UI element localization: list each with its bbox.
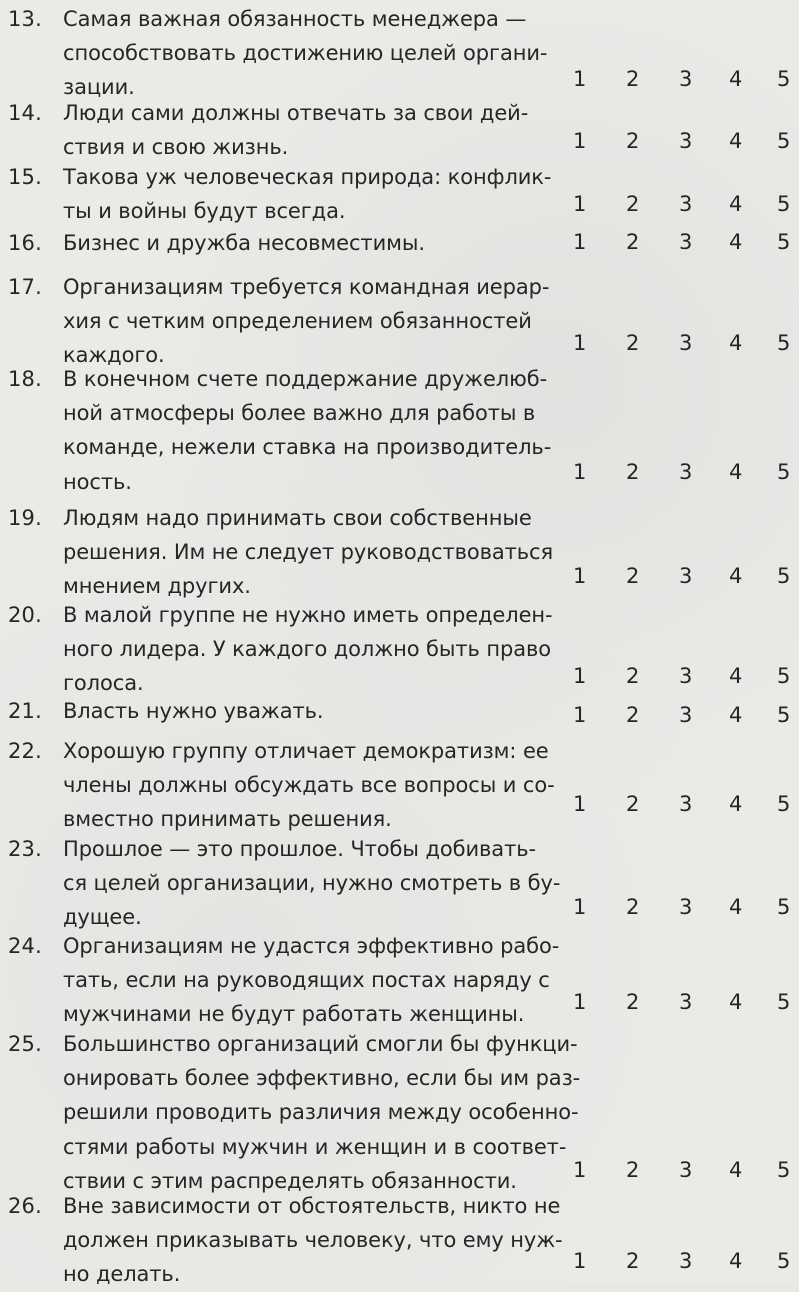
rating-option-2[interactable]: 2 bbox=[626, 460, 640, 484]
item-text-line: Прошлое — это прошлое. Чтобы добивать- bbox=[63, 837, 536, 861]
item-text-line: но делать. bbox=[63, 1262, 181, 1287]
item-text-line: Организациям требуется командная иерар- bbox=[63, 275, 550, 299]
rating-option-1[interactable]: 1 bbox=[573, 895, 587, 919]
item-number: 20. bbox=[8, 603, 42, 627]
item-text-line: Хорошую группу отличает демократизм: ее bbox=[63, 739, 549, 763]
rating-option-1[interactable]: 1 bbox=[573, 1158, 587, 1182]
rating-scale bbox=[560, 1153, 795, 1187]
item-text-line: ной атмосферы более важно для работы в bbox=[63, 401, 536, 426]
item-text bbox=[63, 598, 553, 701]
rating-scale bbox=[560, 124, 795, 158]
item-text-line: ствии с этим распределять обязанности. bbox=[63, 1168, 517, 1193]
rating-option-5[interactable]: 5 bbox=[777, 129, 791, 153]
item-text bbox=[63, 1189, 563, 1292]
item-text-line: способствовать достижению целей органи- bbox=[63, 41, 548, 66]
item-text-line: ствия и свою жизнь. bbox=[63, 135, 289, 160]
item-text-line: вместно принимать решения. bbox=[63, 807, 392, 832]
rating-option-4[interactable]: 4 bbox=[729, 1158, 743, 1182]
rating-option-4[interactable]: 4 bbox=[729, 703, 743, 727]
rating-option-4[interactable]: 4 bbox=[729, 990, 743, 1014]
item-text-line: Такова уж человеческая природа: конфлик- bbox=[63, 165, 552, 189]
item-text-line: Большинство организаций смогли бы функци- bbox=[63, 1032, 578, 1056]
item-text-line: Самая важная обязанность менеджера — bbox=[63, 7, 527, 31]
rating-option-1[interactable]: 1 bbox=[573, 564, 587, 588]
rating-option-3[interactable]: 3 bbox=[679, 564, 693, 588]
rating-scale bbox=[560, 985, 795, 1019]
item-text bbox=[63, 96, 533, 164]
rating-option-5[interactable]: 5 bbox=[777, 230, 791, 254]
rating-option-5[interactable]: 5 bbox=[777, 67, 791, 91]
rating-scale bbox=[560, 698, 795, 732]
item-number: 13. bbox=[8, 7, 42, 31]
rating-option-5[interactable]: 5 bbox=[777, 664, 791, 688]
rating-option-5[interactable]: 5 bbox=[777, 331, 791, 355]
rating-option-3[interactable]: 3 bbox=[679, 990, 693, 1014]
rating-scale bbox=[560, 455, 795, 489]
rating-option-2[interactable]: 2 bbox=[626, 1158, 640, 1182]
rating-option-2[interactable]: 2 bbox=[626, 1249, 640, 1273]
rating-option-2[interactable]: 2 bbox=[626, 230, 640, 254]
rating-option-2[interactable]: 2 bbox=[626, 129, 640, 153]
rating-option-5[interactable]: 5 bbox=[777, 792, 791, 816]
rating-option-1[interactable]: 1 bbox=[573, 129, 587, 153]
item-text-line: члены должны обсуждать все вопросы и со- bbox=[63, 773, 555, 798]
item-text-line: решили проводить различия между особенно- bbox=[63, 1100, 579, 1125]
rating-scale bbox=[560, 787, 795, 821]
item-text-line: Люди сами должны отвечать за свои дей- bbox=[63, 101, 529, 125]
item-text-line: должен приказывать человеку, что ему нуж- bbox=[63, 1228, 563, 1253]
rating-option-5[interactable]: 5 bbox=[777, 564, 791, 588]
item-number: 17. bbox=[8, 275, 42, 299]
rating-option-1[interactable]: 1 bbox=[573, 990, 587, 1014]
rating-option-3[interactable]: 3 bbox=[679, 67, 693, 91]
rating-option-2[interactable]: 2 bbox=[626, 192, 640, 216]
rating-option-3[interactable]: 3 bbox=[679, 460, 693, 484]
item-text bbox=[63, 929, 560, 1032]
rating-option-4[interactable]: 4 bbox=[729, 129, 743, 153]
item-text-line: стями работы мужчин и женщин и в соответ- bbox=[63, 1134, 567, 1159]
item-text-line: хия с четким определением обязанностей bbox=[63, 309, 532, 334]
rating-option-4[interactable]: 4 bbox=[729, 1249, 743, 1273]
rating-option-1[interactable]: 1 bbox=[573, 703, 587, 727]
item-number: 18. bbox=[8, 367, 42, 391]
item-text bbox=[63, 270, 550, 373]
rating-option-2[interactable]: 2 bbox=[626, 895, 640, 919]
item-text-line: каждого. bbox=[63, 343, 165, 368]
rating-option-3[interactable]: 3 bbox=[679, 1249, 693, 1273]
rating-option-2[interactable]: 2 bbox=[626, 331, 640, 355]
item-text-line: Бизнес и дружба несовместимы. bbox=[63, 231, 425, 255]
rating-option-5[interactable]: 5 bbox=[777, 895, 791, 919]
rating-option-4[interactable]: 4 bbox=[729, 331, 743, 355]
item-text-line: ты и войны будут всегда. bbox=[63, 199, 346, 224]
rating-option-1[interactable]: 1 bbox=[573, 792, 587, 816]
rating-option-2[interactable]: 2 bbox=[626, 664, 640, 688]
item-text-line: ного лидера. У каждого должно быть право bbox=[63, 637, 551, 662]
item-text-line: В конечном счете поддержание дружелюб- bbox=[63, 367, 548, 391]
item-text-line: решения. Им не следует руководствоваться bbox=[63, 540, 554, 565]
rating-option-3[interactable]: 3 bbox=[679, 331, 693, 355]
item-text bbox=[63, 1027, 581, 1198]
item-text-line: тать, если на руководящих постах наряду с bbox=[63, 968, 550, 993]
rating-option-4[interactable]: 4 bbox=[729, 230, 743, 254]
item-text-line: зации. bbox=[63, 75, 135, 100]
rating-option-3[interactable]: 3 bbox=[679, 895, 693, 919]
rating-scale bbox=[560, 659, 795, 693]
rating-option-1[interactable]: 1 bbox=[573, 664, 587, 688]
item-text bbox=[63, 832, 561, 935]
item-number: 19. bbox=[8, 506, 42, 530]
rating-scale bbox=[560, 225, 795, 259]
rating-option-1[interactable]: 1 bbox=[573, 460, 587, 484]
item-text-line: Организациям не удастся эффективно рабо- bbox=[63, 934, 560, 958]
item-text-line: мужчинами не будут работать женщины. bbox=[63, 1002, 525, 1027]
item-text-line: Людям надо принимать свои собственные bbox=[63, 506, 532, 530]
item-text bbox=[63, 160, 552, 228]
item-text-line: голоса. bbox=[63, 671, 144, 696]
rating-scale bbox=[560, 187, 795, 221]
item-text bbox=[63, 694, 533, 728]
item-text-line: мнением других. bbox=[63, 574, 251, 599]
rating-option-5[interactable]: 5 bbox=[777, 1249, 791, 1273]
rating-option-2[interactable]: 2 bbox=[626, 67, 640, 91]
item-text-line: В малой группе не нужно иметь определен- bbox=[63, 603, 553, 627]
rating-option-3[interactable]: 3 bbox=[679, 792, 693, 816]
rating-option-1[interactable]: 1 bbox=[573, 230, 587, 254]
item-text-line: ность. bbox=[63, 469, 132, 494]
rating-option-3[interactable]: 3 bbox=[679, 129, 693, 153]
rating-option-4[interactable]: 4 bbox=[729, 192, 743, 216]
rating-scale bbox=[560, 890, 795, 924]
item-text-line: дущее. bbox=[63, 905, 142, 930]
rating-option-3[interactable]: 3 bbox=[679, 192, 693, 216]
rating-option-2[interactable]: 2 bbox=[626, 990, 640, 1014]
item-number: 14. bbox=[8, 101, 42, 125]
rating-option-2[interactable]: 2 bbox=[626, 703, 640, 727]
rating-option-3[interactable]: 3 bbox=[679, 1158, 693, 1182]
item-text-line: Вне зависимости от обстоятельств, никто не bbox=[63, 1194, 561, 1218]
rating-option-4[interactable]: 4 bbox=[729, 664, 743, 688]
item-number: 26. bbox=[8, 1194, 42, 1218]
rating-scale bbox=[560, 62, 795, 96]
item-number: 24. bbox=[8, 934, 42, 958]
rating-option-5[interactable]: 5 bbox=[777, 460, 791, 484]
rating-option-3[interactable]: 3 bbox=[679, 230, 693, 254]
rating-option-4[interactable]: 4 bbox=[729, 792, 743, 816]
item-number: 23. bbox=[8, 837, 42, 861]
item-text bbox=[63, 362, 552, 499]
item-text bbox=[63, 734, 555, 837]
item-text-line: онировать более эффективно, если бы им раз- bbox=[63, 1066, 581, 1091]
rating-option-5[interactable]: 5 bbox=[777, 990, 791, 1014]
rating-option-2[interactable]: 2 bbox=[626, 564, 640, 588]
rating-scale bbox=[560, 1244, 795, 1278]
item-text-line: ся целей организации, нужно смотреть в бу- bbox=[63, 871, 561, 896]
rating-option-5[interactable]: 5 bbox=[777, 703, 791, 727]
rating-scale bbox=[560, 559, 795, 593]
rating-option-1[interactable]: 1 bbox=[573, 192, 587, 216]
rating-option-2[interactable]: 2 bbox=[626, 792, 640, 816]
rating-option-3[interactable]: 3 bbox=[679, 664, 693, 688]
rating-option-5[interactable]: 5 bbox=[777, 1158, 791, 1182]
rating-option-1[interactable]: 1 bbox=[573, 331, 587, 355]
rating-scale bbox=[560, 326, 795, 360]
rating-option-4[interactable]: 4 bbox=[729, 895, 743, 919]
item-text bbox=[63, 501, 554, 604]
item-text-line: команде, нежели ставка на производитель- bbox=[63, 435, 552, 460]
rating-option-1[interactable]: 1 bbox=[573, 1249, 587, 1273]
rating-option-4[interactable]: 4 bbox=[729, 67, 743, 91]
item-text bbox=[63, 226, 533, 260]
item-number: 16. bbox=[8, 231, 42, 255]
rating-option-1[interactable]: 1 bbox=[573, 67, 587, 91]
rating-option-3[interactable]: 3 bbox=[679, 703, 693, 727]
rating-option-5[interactable]: 5 bbox=[777, 192, 791, 216]
item-number: 15. bbox=[8, 165, 42, 189]
item-text bbox=[63, 2, 548, 105]
rating-option-4[interactable]: 4 bbox=[729, 460, 743, 484]
item-number: 25. bbox=[8, 1032, 42, 1056]
item-text-line: Власть нужно уважать. bbox=[63, 699, 324, 723]
item-number: 21. bbox=[8, 699, 42, 723]
item-number: 22. bbox=[8, 739, 42, 763]
rating-option-4[interactable]: 4 bbox=[729, 564, 743, 588]
